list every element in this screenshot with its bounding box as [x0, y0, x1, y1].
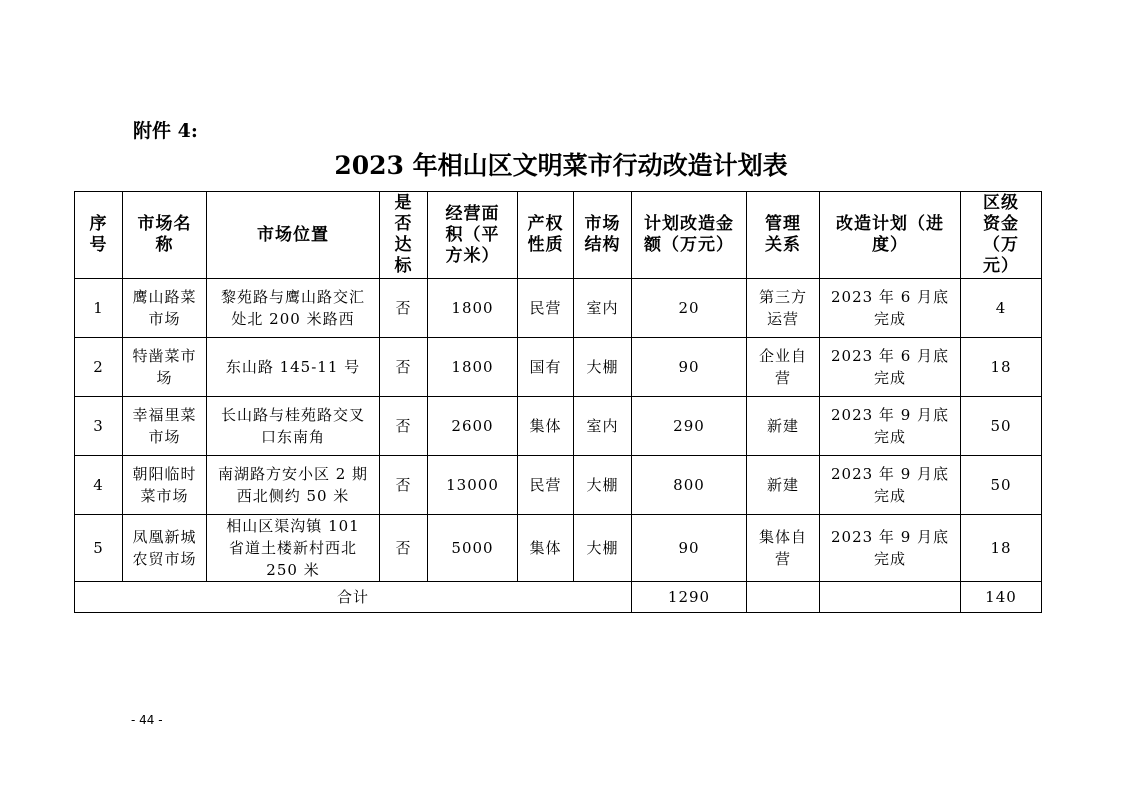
header-management: 管理关系	[747, 192, 820, 279]
cell-location: 东山路 145-11 号	[207, 338, 380, 397]
cell-location: 相山区渠沟镇 101 省道土楼新村西北 250 米	[207, 515, 380, 582]
header-district-funds: 区级资金（万元）	[961, 192, 1042, 279]
header-qualified: 是否达标	[380, 192, 428, 279]
cell-management: 第三方运营	[747, 279, 820, 338]
cell-plan-progress: 2023 年 9 月底完成	[820, 456, 961, 515]
cell-market-name: 凤凰新城农贸市场	[123, 515, 207, 582]
cell-market-name: 特凿菜市场	[123, 338, 207, 397]
cell-structure: 大棚	[574, 515, 632, 582]
cell-qualified: 否	[380, 456, 428, 515]
cell-qualified: 否	[380, 338, 428, 397]
cell-ownership: 民营	[518, 456, 574, 515]
total-progress-empty	[820, 582, 961, 613]
cell-planned-amount: 800	[632, 456, 747, 515]
total-label: 合计	[75, 582, 632, 613]
cell-location: 黎苑路与鹰山路交汇处北 200 米路西	[207, 279, 380, 338]
cell-district-funds: 50	[961, 456, 1042, 515]
cell-location: 长山路与桂苑路交叉口东南角	[207, 397, 380, 456]
cell-district-funds: 18	[961, 338, 1042, 397]
renovation-plan-table	[74, 191, 1042, 613]
cell-planned-amount: 90	[632, 338, 747, 397]
page-number: - 44 -	[131, 713, 163, 727]
table-row	[75, 279, 1042, 338]
cell-market-name: 鹰山路菜市场	[123, 279, 207, 338]
attachment-label: 附件 4:	[133, 120, 198, 142]
table-row	[75, 338, 1042, 397]
cell-structure: 大棚	[574, 338, 632, 397]
table-row	[75, 397, 1042, 456]
header-location: 市场位置	[207, 192, 380, 279]
cell-ownership: 集体	[518, 515, 574, 582]
page-title: 2023 年相山区文明菜市行动改造计划表	[334, 151, 788, 180]
header-plan-progress: 改造计划（进度）	[820, 192, 961, 279]
header-planned-amount: 计划改造金额（万元）	[632, 192, 747, 279]
cell-location: 南湖路方安小区 2 期西北侧约 50 米	[207, 456, 380, 515]
cell-structure: 室内	[574, 279, 632, 338]
cell-district-funds: 50	[961, 397, 1042, 456]
header-ownership: 产权性质	[518, 192, 574, 279]
cell-plan-progress: 2023 年 9 月底完成	[820, 397, 961, 456]
cell-district-funds: 18	[961, 515, 1042, 582]
cell-area: 5000	[428, 515, 518, 582]
cell-planned-amount: 90	[632, 515, 747, 582]
cell-market-name: 幸福里菜市场	[123, 397, 207, 456]
cell-ownership: 国有	[518, 338, 574, 397]
table-header-row	[75, 192, 1042, 279]
cell-management: 集体自营	[747, 515, 820, 582]
cell-structure: 大棚	[574, 456, 632, 515]
header-structure: 市场结构	[574, 192, 632, 279]
cell-area: 1800	[428, 338, 518, 397]
cell-seq: 1	[75, 279, 123, 338]
cell-management: 新建	[747, 397, 820, 456]
header-market-name: 市场名称	[123, 192, 207, 279]
cell-qualified: 否	[380, 397, 428, 456]
total-planned-amount: 1290	[632, 582, 747, 613]
cell-area: 13000	[428, 456, 518, 515]
cell-market-name: 朝阳临时菜市场	[123, 456, 207, 515]
cell-ownership: 民营	[518, 279, 574, 338]
cell-seq: 3	[75, 397, 123, 456]
cell-ownership: 集体	[518, 397, 574, 456]
table-row	[75, 456, 1042, 515]
header-area: 经营面积（平方米）	[428, 192, 518, 279]
total-district-funds: 140	[961, 582, 1042, 613]
cell-qualified: 否	[380, 515, 428, 582]
cell-area: 1800	[428, 279, 518, 338]
cell-area: 2600	[428, 397, 518, 456]
total-management-empty	[747, 582, 820, 613]
cell-district-funds: 4	[961, 279, 1042, 338]
cell-plan-progress: 2023 年 9 月底完成	[820, 515, 961, 582]
cell-management: 新建	[747, 456, 820, 515]
cell-structure: 室内	[574, 397, 632, 456]
cell-seq: 5	[75, 515, 123, 582]
table-row	[75, 515, 1042, 582]
header-seq: 序号	[75, 192, 123, 279]
cell-planned-amount: 20	[632, 279, 747, 338]
total-row	[75, 582, 1042, 613]
cell-plan-progress: 2023 年 6 月底完成	[820, 338, 961, 397]
cell-seq: 2	[75, 338, 123, 397]
cell-planned-amount: 290	[632, 397, 747, 456]
cell-qualified: 否	[380, 279, 428, 338]
cell-seq: 4	[75, 456, 123, 515]
cell-plan-progress: 2023 年 6 月底完成	[820, 279, 961, 338]
cell-management: 企业自营	[747, 338, 820, 397]
